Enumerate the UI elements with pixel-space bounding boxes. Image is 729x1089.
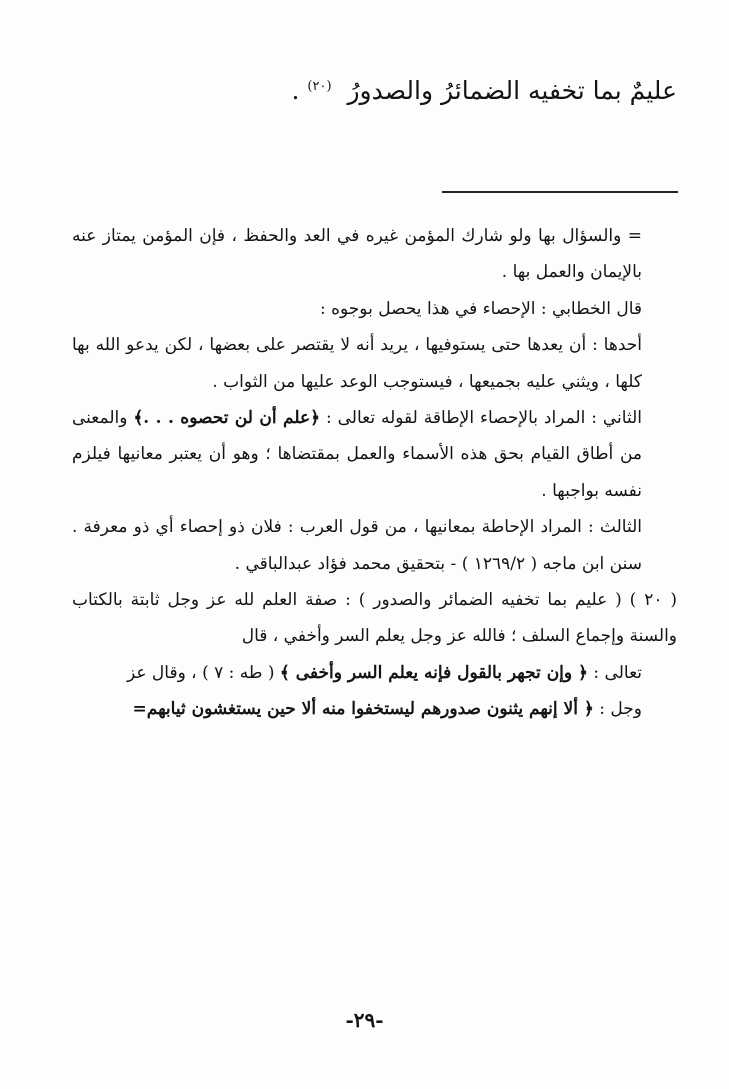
note-paragraph-third: الثالث : المراد الإحاطة بمعانيها ، من قول العرب : فلان ذو إحصاء أي ذو معرفة . سنن ابن ماجه ( ١٢٦٩/٢ ) - بتحقيق محمد فؤاد عبدالباقي . xyxy=(72,517,642,574)
verse-line xyxy=(291,76,677,105)
paragraph-text: وجل : xyxy=(593,699,642,720)
verse-text: عليمٌ بما تخفيه الضمائرُ والصدورُ xyxy=(347,76,677,105)
note-paragraph-second xyxy=(72,400,642,509)
paragraph-text: ( طه : ٧ ) ، وقال عز xyxy=(126,662,280,683)
footnote-continuation: = والسؤال بها ولو شارك المؤمن غيره في العد والحفظ ، فإن المؤمن يمتاز عنه بالإيمان والعمل بها . xyxy=(72,226,642,283)
note-paragraph-first: أحدها : أن يعدها حتى يستوفيها ، يريد أنه لا يقتصر على بعضها ، لكن يدعو الله بها كلها ، ويثني عليه بجميعها ، فيستوجب الوعد عليها من الثواب . xyxy=(72,335,642,392)
footnote-20: ( ٢٠ ) ( عليم بما تخفيه الضمائر والصدور ) : صفة العلم لله عز وجل ثابتة بالكتاب والسنة وإجماع السلف ؛ فالله عز وجل يعلم السر وأخفي ، قال xyxy=(72,590,677,647)
page-number: -٢٩- xyxy=(345,1008,384,1032)
quran-quote: ﴿ ألا إنهم يثنون صدورهم ليستخفوا منه ألا حين يستغشون ثيابهم= xyxy=(132,699,594,720)
footnotes xyxy=(72,218,677,728)
footnote-separator xyxy=(442,191,678,193)
quran-quote: ﴿ وإن تجهر بالقول فإنه يعلم السر وأخفى ﴾ xyxy=(279,662,588,683)
paragraph-text: تعالى : xyxy=(588,662,642,683)
footnote-20-line-hud xyxy=(72,691,642,727)
note-paragraph-khattabi: قال الخطابي : الإحصاء في هذا يحصل بوجوه : xyxy=(319,298,642,319)
quran-quote: ﴿علم أن لن تحصوه . . .﴾ xyxy=(133,408,321,429)
paragraph-text: والمعنى من أطاق القيام بحق هذه الأسماء والعمل بمقتضاها ؛ وهو أن يعتبر معانيها فيلزم نفسه بواجبها . xyxy=(72,408,642,501)
footnote-reference: (٢٠) xyxy=(307,78,332,94)
footnote-20-line-taha xyxy=(72,655,642,691)
paragraph-text: الثاني : المراد بالإحصاء الإطاقة لقوله تعالى : xyxy=(320,408,642,429)
verse-end-mark: . xyxy=(291,76,300,105)
